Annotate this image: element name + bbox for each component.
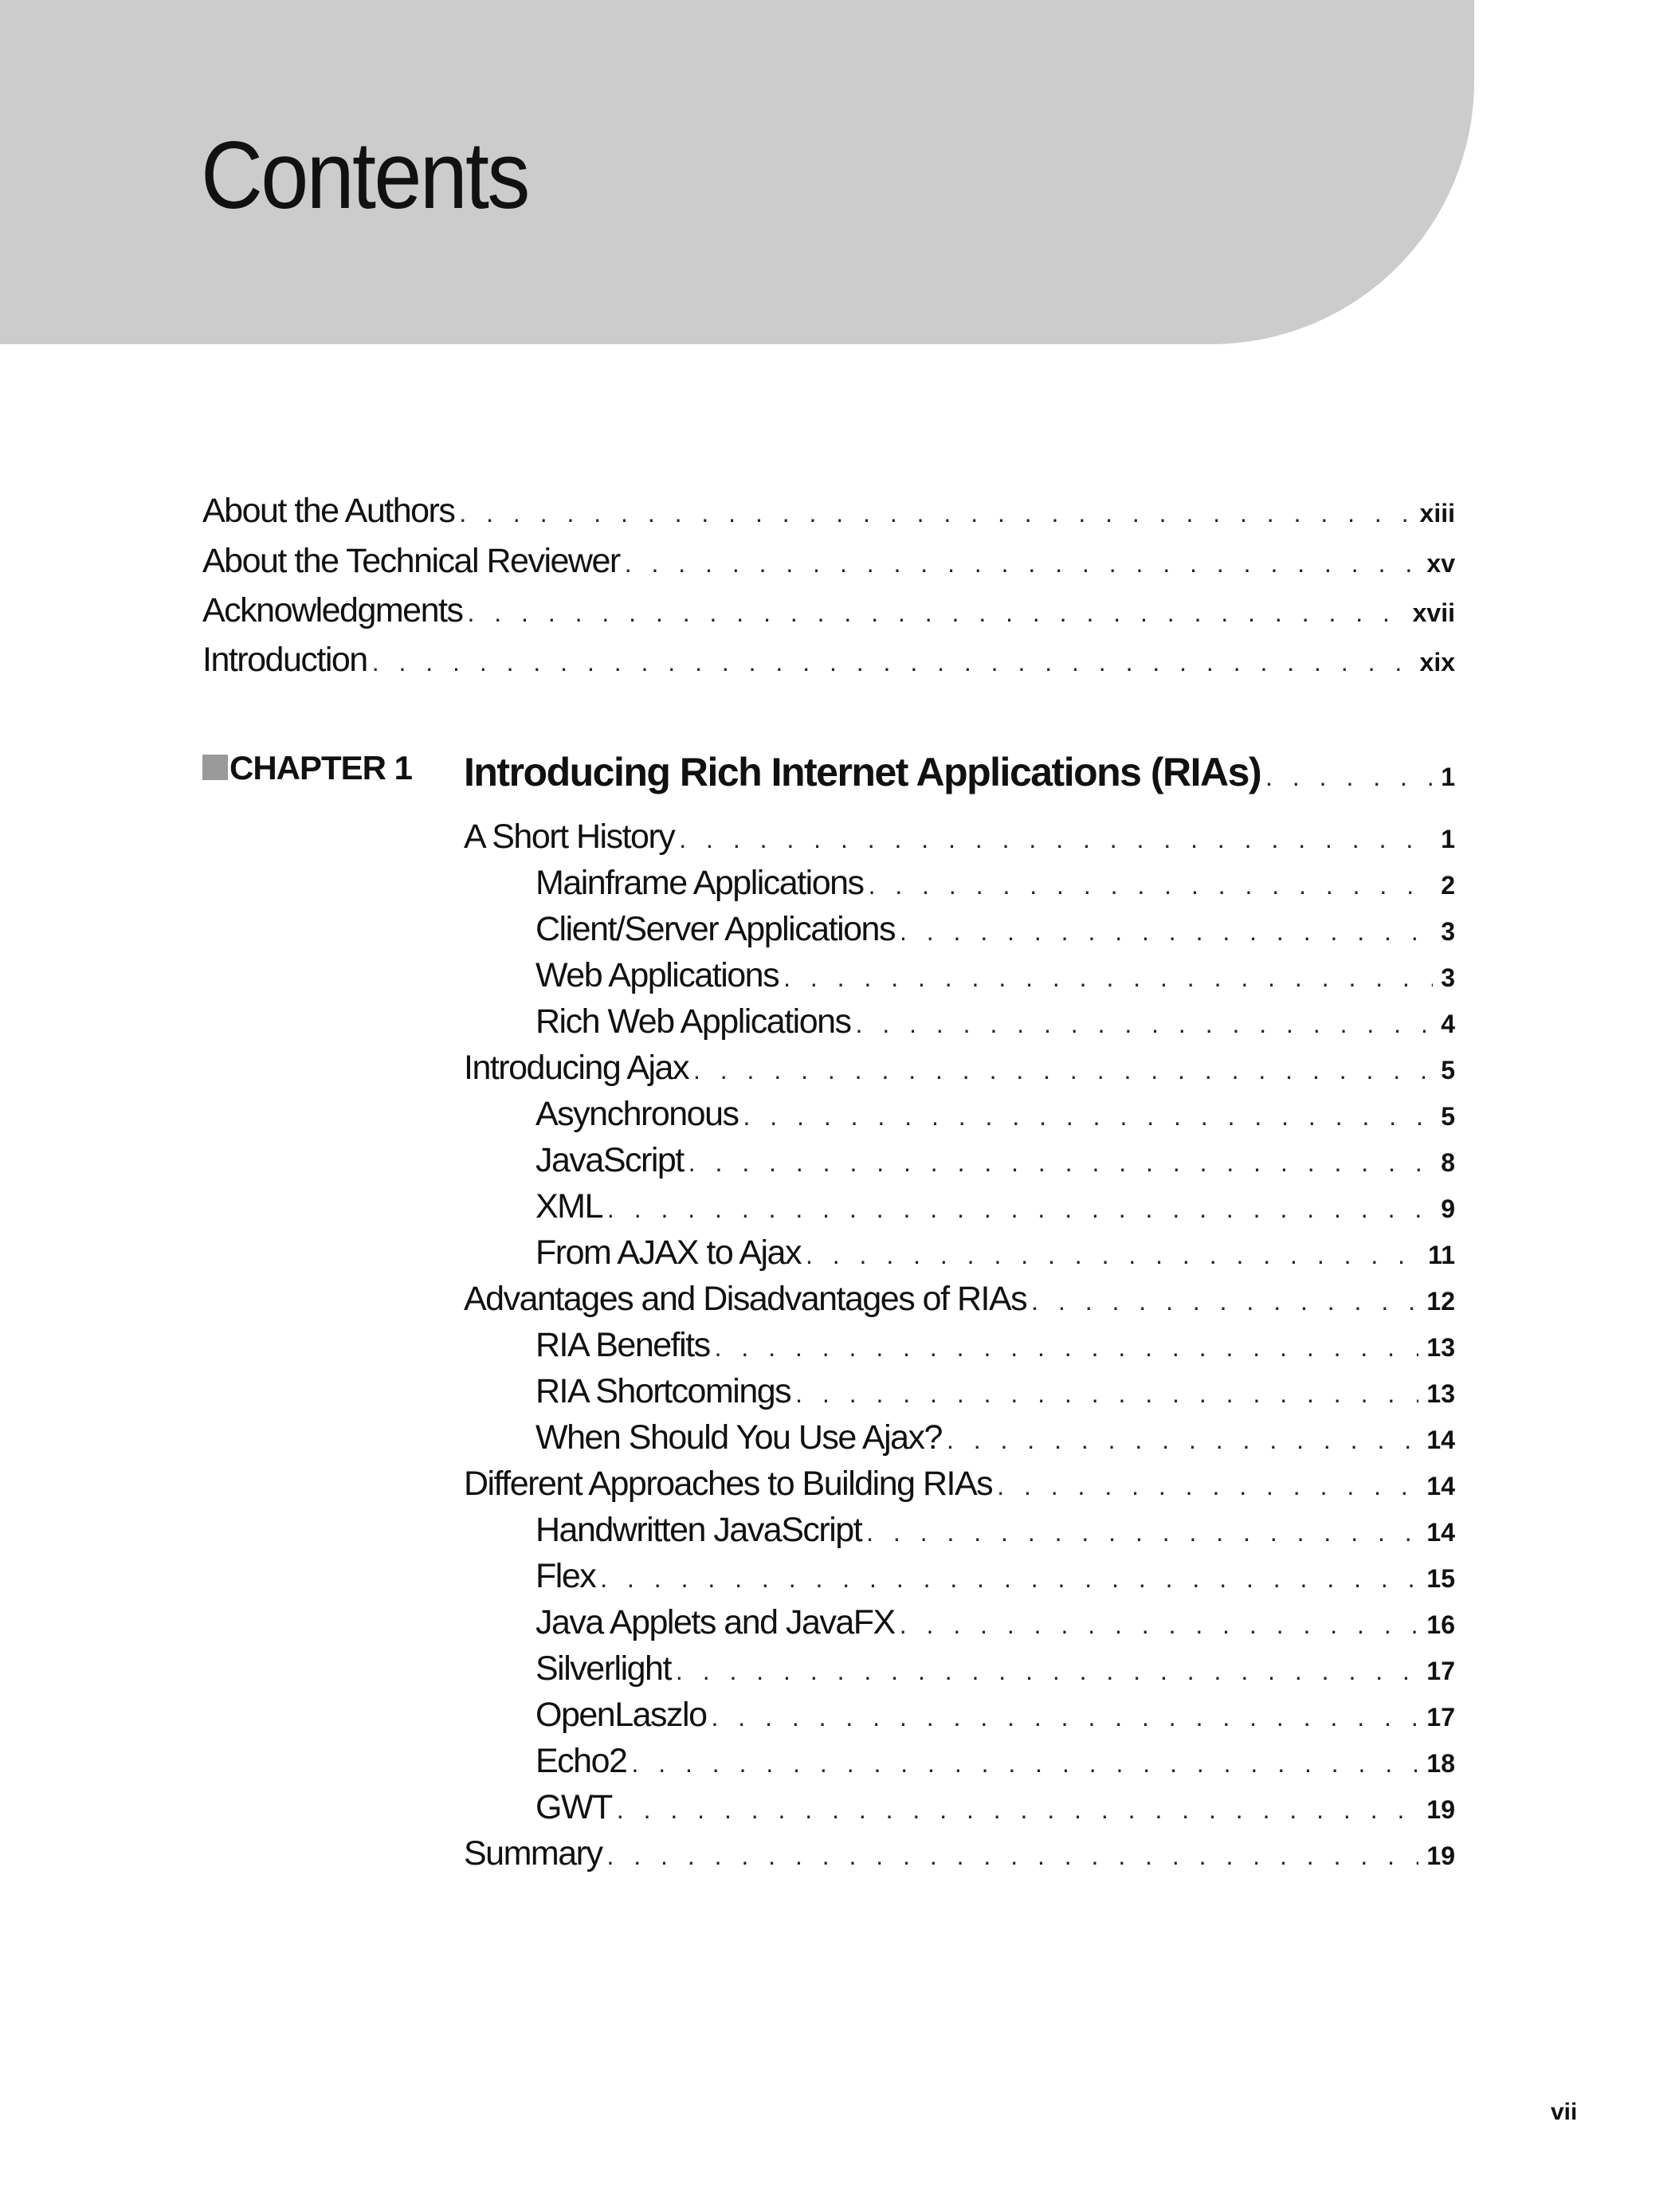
toc-entry-mainframe-applications[interactable] — [535, 863, 1455, 904]
toc-entry-label: RIA Shortcomings — [535, 1372, 791, 1410]
leader-dots — [997, 1471, 1418, 1501]
toc-entry-label: Introducing Ajax — [464, 1049, 688, 1087]
toc-entry-page: 17 — [1426, 1703, 1455, 1732]
toc-entry-label: Echo2 — [535, 1742, 627, 1780]
toc-entry-label: Summary — [464, 1834, 602, 1873]
toc-entry-page: 4 — [1441, 1010, 1455, 1038]
leader-dots — [712, 1702, 1419, 1732]
toc-entry-label: From AJAX to Ajax — [535, 1233, 801, 1272]
toc-entry-page: 8 — [1441, 1148, 1455, 1177]
toc-entry-label: About the Authors — [202, 492, 455, 530]
toc-entry-page: 19 — [1426, 1841, 1455, 1870]
leader-dots — [1031, 1286, 1418, 1316]
leader-dots — [783, 963, 1433, 993]
toc-entry-page: 14 — [1426, 1518, 1455, 1547]
leader-dots — [606, 1841, 1418, 1871]
toc-entry-handwritten-javascript[interactable] — [535, 1510, 1455, 1551]
toc-entry-from-ajax-to-ajax[interactable] — [535, 1233, 1455, 1274]
toc-entry-page: xvii — [1412, 598, 1455, 627]
toc-entry-introduction[interactable] — [202, 640, 1455, 681]
leader-dots — [617, 1794, 1419, 1825]
chapter-label: CHAPTER 1 — [229, 749, 413, 786]
leader-dots — [676, 1656, 1419, 1686]
toc-entry-different-approaches[interactable] — [464, 1464, 1455, 1505]
toc-entry-introducing-ajax[interactable] — [464, 1048, 1455, 1089]
toc-entry-label: Acknowledgments — [202, 591, 463, 629]
toc-entry-page: xix — [1419, 648, 1455, 677]
toc-entry-label: Silverlight — [535, 1649, 671, 1688]
chapter-heading[interactable] — [202, 743, 1455, 798]
toc-entry-page: 11 — [1428, 1241, 1455, 1269]
leader-dots — [625, 548, 1419, 578]
toc-entry-gwt[interactable] — [535, 1787, 1455, 1829]
toc-entry-a-short-history[interactable] — [464, 817, 1455, 858]
toc-entry-label: Mainframe Applications — [535, 864, 864, 902]
toc-entry-label: About the Technical Reviewer — [202, 542, 620, 580]
toc-entry-about-authors[interactable] — [202, 491, 1455, 532]
toc-entry-page: 14 — [1426, 1426, 1455, 1454]
leader-dots — [1265, 758, 1433, 796]
toc-entry-rich-web-applications[interactable] — [535, 1002, 1455, 1043]
toc-entry-page: 16 — [1426, 1610, 1455, 1639]
toc-entry-page: 3 — [1441, 917, 1455, 946]
toc-entry-page: 13 — [1426, 1379, 1455, 1408]
toc-entry-label: XML — [535, 1187, 602, 1226]
toc-entry-echo2[interactable] — [535, 1741, 1455, 1783]
toc-entry-label: Introduction — [202, 641, 367, 679]
toc-entry-javascript[interactable] — [535, 1140, 1455, 1182]
chapter-page: 1 — [1441, 763, 1455, 791]
leader-dots — [459, 498, 1411, 528]
toc-entry-label: Asynchronous — [535, 1095, 739, 1133]
leader-dots — [467, 598, 1404, 628]
leader-dots — [715, 1332, 1419, 1363]
leader-dots — [679, 824, 1433, 854]
toc-entry-when-use-ajax[interactable] — [535, 1418, 1455, 1459]
leader-dots — [693, 1055, 1433, 1085]
leader-dots — [372, 647, 1412, 677]
toc-entry-asynchronous[interactable] — [535, 1094, 1455, 1135]
toc-entry-web-applications[interactable] — [535, 955, 1455, 997]
toc-entry-xml[interactable] — [535, 1186, 1455, 1228]
toc-entry-page: 3 — [1441, 963, 1455, 992]
chapter-title-line — [464, 743, 1455, 802]
leader-dots — [900, 916, 1433, 947]
leader-dots — [688, 1147, 1433, 1178]
chapter-marker-square — [202, 755, 228, 780]
toc-entry-label: Rich Web Applications — [535, 1002, 851, 1041]
page-title: Contents — [201, 122, 528, 229]
toc-entry-label: Flex — [535, 1557, 596, 1595]
toc-entry-silverlight[interactable] — [535, 1649, 1455, 1690]
toc-entry-page: 12 — [1426, 1287, 1455, 1316]
toc-entry-advantages-disadvantages[interactable] — [464, 1279, 1455, 1320]
toc-entry-page: 17 — [1426, 1657, 1455, 1685]
toc-entry-page: 14 — [1426, 1472, 1455, 1500]
toc-entry-label: A Short History — [464, 818, 675, 856]
page-number: vii — [1551, 2099, 1578, 2125]
toc-entry-label: Advantages and Disadvantages of RIAs — [464, 1280, 1027, 1318]
leader-dots — [900, 1610, 1419, 1640]
toc-entry-page: 1 — [1441, 825, 1455, 853]
toc-entry-page: xiii — [1419, 499, 1455, 528]
toc-entry-ria-benefits[interactable] — [535, 1325, 1455, 1367]
toc-entry-page: 15 — [1426, 1564, 1455, 1593]
toc-entry-page: 5 — [1441, 1102, 1455, 1131]
leader-dots — [869, 870, 1434, 900]
leader-dots — [795, 1379, 1418, 1409]
toc-entry-flex[interactable] — [535, 1556, 1455, 1598]
toc-entry-java-applets-javafx[interactable] — [535, 1602, 1455, 1644]
toc-entry-ria-shortcomings[interactable] — [535, 1371, 1455, 1413]
toc-entry-page: xv — [1426, 549, 1455, 578]
chapter-title: Introducing Rich Internet Applications (RIAs) — [464, 750, 1261, 794]
leader-dots — [866, 1517, 1418, 1547]
toc-entry-page: 19 — [1426, 1795, 1455, 1824]
toc-entry-page: 18 — [1426, 1749, 1455, 1778]
leader-dots — [600, 1563, 1418, 1594]
toc-entry-label: JavaScript — [535, 1141, 684, 1179]
toc-entry-page: 13 — [1426, 1333, 1455, 1362]
toc-entry-acknowledgments[interactable] — [202, 590, 1455, 632]
leader-dots — [806, 1240, 1420, 1270]
toc-entry-openlaszlo[interactable] — [535, 1695, 1455, 1736]
toc-entry-label: Handwritten JavaScript — [535, 1511, 862, 1549]
toc-entry-label: Different Approaches to Building RIAs — [464, 1465, 993, 1503]
leader-dots — [607, 1194, 1433, 1224]
toc-entry-label: RIA Benefits — [535, 1326, 710, 1364]
leader-dots — [856, 1009, 1434, 1039]
leader-dots — [631, 1748, 1418, 1779]
toc-entry-page: 9 — [1441, 1194, 1455, 1223]
toc-entry-label: When Should You Use Ajax? — [535, 1418, 942, 1457]
leader-dots — [947, 1425, 1418, 1455]
toc-entry-label: Client/Server Applications — [535, 910, 895, 948]
toc-entry-label: Web Applications — [535, 956, 779, 994]
toc-entry-client-server-applications[interactable] — [535, 909, 1455, 951]
toc-entry-label: OpenLaszlo — [535, 1696, 707, 1734]
leader-dots — [743, 1101, 1434, 1131]
toc-entry-label: Java Applets and JavaFX — [535, 1603, 895, 1641]
toc-entry-page: 2 — [1441, 871, 1455, 900]
toc-entry-summary[interactable] — [464, 1834, 1455, 1875]
toc-entry-page: 5 — [1441, 1056, 1455, 1084]
toc-entry-technical-reviewer[interactable] — [202, 541, 1455, 582]
toc-entry-label: GWT — [535, 1788, 612, 1826]
